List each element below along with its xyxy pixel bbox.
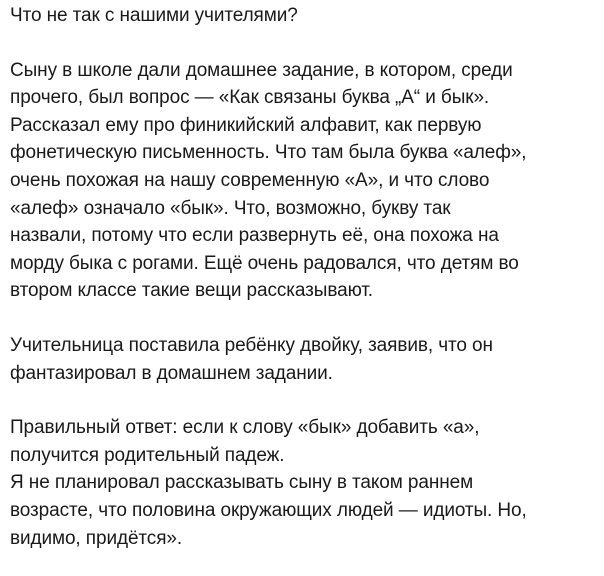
text-line: втором классе такие вещи рассказывают. xyxy=(10,280,373,302)
text-line: «алеф» означало «бык». Что, возможно, букву так xyxy=(10,197,451,219)
text-line: получится родительный падеж. xyxy=(10,444,285,466)
post-title: Что не так с нашими учителями? xyxy=(10,5,298,26)
paragraph-2 xyxy=(10,332,594,387)
text-line: видимо, придётся». xyxy=(10,527,183,549)
text-line: Учительница поставила ребёнку двойку, заявив, что он xyxy=(10,334,493,356)
text-line: возрасте, что половина окружающих людей — идиоты. Но, xyxy=(10,499,527,521)
text-line: очень похожая на нашу современную «А», и что слово xyxy=(10,169,490,191)
text-line: назвали, потому что если развернуть её, она похожа на xyxy=(10,225,499,247)
text-line: Я не планировал рассказывать сыну в таком раннем xyxy=(10,472,474,494)
text-line: прочего, был вопрос — «Как связаны буква „А“ и бык». xyxy=(10,87,490,109)
text-line: морду быка с рогами. Ещё очень радовался, что детям во xyxy=(10,252,519,274)
text-line: Правильный ответ: если к слову «бык» добавить «а», xyxy=(10,417,480,439)
paragraph-1 xyxy=(10,57,594,305)
text-line: фантазировал в домашнем задании. xyxy=(10,362,333,384)
paragraph-3 xyxy=(10,414,594,552)
text-line: фонетическую письменность. Что там была буква «алеф», xyxy=(10,142,527,164)
text-line: Сыну в школе дали домашнее задание, в котором, среди xyxy=(10,59,513,81)
text-line: Рассказал ему про финикийский алфавит, как первую xyxy=(10,114,482,136)
